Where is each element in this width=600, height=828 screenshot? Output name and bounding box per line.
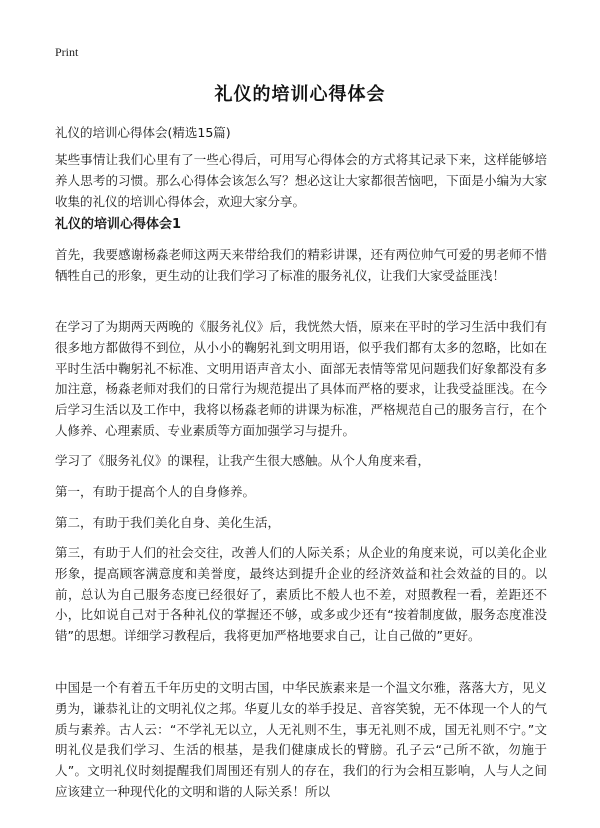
document-subtitle: 礼仪的培训心得体会(精选15篇) [55, 125, 231, 140]
page-title: 礼仪的培训心得体会 [214, 84, 386, 105]
intro-paragraph: 某些事情让我们心里有了一些心得后，可用写心得体会的方式将其记录下来，这样能够培养人思考的习惯。那么心得体会该怎么写？想必这让大家都很苦恼吧，下面是小编为大家收集的礼仪的培训心得体会，欢迎大家分享。 [55, 152, 547, 209]
paragraph-7: 中国是一个有着五千年历史的文明古国，中华民族素来是一个温文尔雅，落落大方，见义勇为，谦恭礼让的文明礼仪之邦。华夏儿女的举手投足、音容笑貌，无不体现一个人的气质与素养。古人云：“不学礼无以立，人无礼则不生，事无礼则不成，国无礼则不宁。”文明礼仪是我们学习、生活的根基，是我们健康成长的臂膀。孔子云“己所不欲，勿施于人”。文明礼仪时刻提醒我们周围还有别人的存在，我们的行为会相互影响，人与人之间应该建立一种现代化的文明和谐的人际关系！所以 [55, 680, 547, 799]
print-link[interactable]: Print [55, 45, 79, 59]
paragraph-5: 第二，有助于我们美化自身、美化生活， [55, 515, 281, 530]
paragraph-6: 第三，有助于人们的社会交往，改善人们的人际关系；从企业的角度来说，可以美化企业形象，提高顾客满意度和美誉度，最终达到提升企业的经济效益和社会效益的目的。以前，总认为自己服务态度已经很好了，素质比不般人也不差，对照教程一看，差距还不小，比如说自己对于各种礼仪的掌握还不够，或多或少还有“按着制度做，服务态度准没错”的思想。详细学习教程后，我将更加严格地要求自己，让自己做的”更好。 [55, 545, 547, 644]
paragraph-4: 第一，有助于提高个人的自身修养。 [55, 484, 256, 499]
paragraph-2: 在学习了为期两天两晚的《服务礼仪》后，我恍然大悟，原来在平时的学习生活中我们有很多地方都做得不到位，从小小的鞠躬礼到文明用语，似乎我们都有太多的忽略，比如在平时生活中鞠躬礼不标准、文明用语声音太小、面部无表情等常见问题我们好象都没有多加注意，杨淼老师对我们的日常行为规范提出了具体而严格的要求，让我受益匪浅。在今后学习生活以及工作中，我将以杨淼老师的讲课为标准，严格规范自己的服务言行，在个人修养、心理素质、专业素质等方面加强学习与提升。 [55, 319, 547, 438]
paragraph-1: 首先，我要感谢杨淼老师这两天来带给我们的精彩讲课，还有两位帅气可爱的男老师不惜牺牲自己的形象，更生动的让我们学习了标准的服务礼仪，让我们大家受益匪浅！ [55, 247, 547, 283]
section-heading: 礼仪的培训心得体会1 [55, 217, 182, 232]
paragraph-3: 学习了《服务礼仪》的课程，让我产生很大感触。从个人角度来看， [55, 453, 431, 468]
